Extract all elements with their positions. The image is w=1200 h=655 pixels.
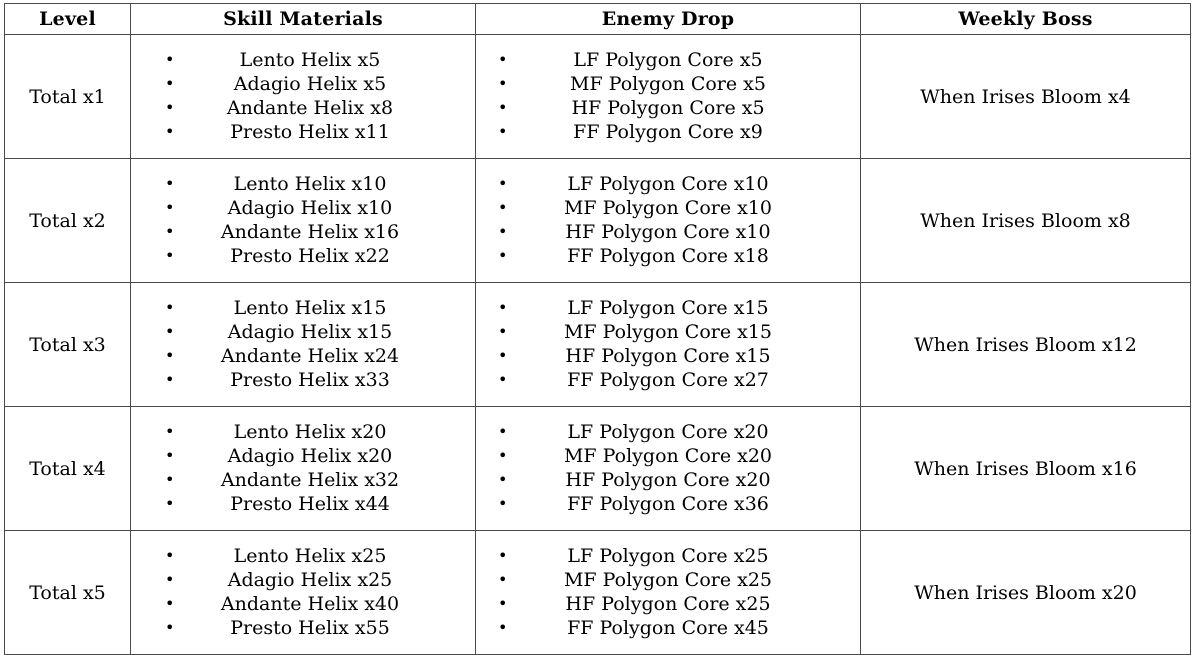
list-item-label: Presto Helix x22 — [230, 245, 390, 267]
list-item — [476, 420, 860, 444]
list-item-label: Lento Helix x10 — [233, 173, 387, 195]
bullet-icon: • — [498, 74, 508, 93]
list-item — [131, 320, 475, 344]
list-item — [476, 72, 860, 96]
list-item-label: MF Polygon Core x25 — [563, 569, 773, 591]
bullet-icon: • — [498, 422, 508, 441]
table-row — [5, 531, 1191, 655]
list-item-label: LF Polygon Core x10 — [567, 173, 769, 195]
list-item-label: Lento Helix x25 — [233, 545, 387, 567]
table-header-row — [5, 4, 1191, 35]
list-item-label: Adagio Helix x20 — [227, 445, 393, 467]
bullet-icon: • — [165, 494, 175, 513]
bullet-icon: • — [498, 298, 508, 317]
list-item — [476, 492, 860, 516]
bullet-icon: • — [165, 570, 175, 589]
bullet-icon: • — [165, 470, 175, 489]
enemy-drop-list — [476, 420, 860, 516]
list-item-label: MF Polygon Core x15 — [563, 321, 773, 343]
bullet-icon: • — [165, 618, 175, 637]
bullet-icon: • — [498, 494, 508, 513]
bullet-icon: • — [165, 50, 175, 69]
column-header-level: Level — [5, 4, 131, 35]
list-item — [476, 196, 860, 220]
list-item — [476, 320, 860, 344]
weekly-boss-value: When Irises Bloom x20 — [861, 531, 1191, 655]
bullet-icon: • — [165, 74, 175, 93]
list-item-label: HF Polygon Core x5 — [571, 97, 765, 119]
list-item — [131, 368, 475, 392]
list-item — [476, 616, 860, 640]
skill-materials-cell — [131, 531, 476, 655]
bullet-icon: • — [165, 346, 175, 365]
level-value: Total x5 — [5, 531, 131, 655]
bullet-icon: • — [498, 98, 508, 117]
list-item — [131, 96, 475, 120]
list-item-label: LF Polygon Core x5 — [573, 49, 763, 71]
bullet-icon: • — [165, 198, 175, 217]
bullet-icon: • — [498, 470, 508, 489]
list-item — [131, 592, 475, 616]
list-item — [131, 172, 475, 196]
list-item-label: Lento Helix x5 — [239, 49, 381, 71]
bullet-icon: • — [165, 246, 175, 265]
weekly-boss-value: When Irises Bloom x8 — [861, 159, 1191, 283]
list-item — [131, 544, 475, 568]
list-item — [476, 368, 860, 392]
table-row — [5, 35, 1191, 159]
list-item — [476, 568, 860, 592]
list-item-label: FF Polygon Core x45 — [567, 617, 769, 639]
list-item-label: Andante Helix x16 — [220, 221, 400, 243]
table-body — [5, 35, 1191, 655]
list-item — [131, 48, 475, 72]
bullet-icon: • — [165, 370, 175, 389]
column-header-enemy-drop: Enemy Drop — [476, 4, 861, 35]
bullet-icon: • — [498, 370, 508, 389]
list-item-label: Adagio Helix x25 — [227, 569, 393, 591]
list-item — [476, 244, 860, 268]
list-item-label: FF Polygon Core x36 — [567, 493, 769, 515]
list-item — [476, 172, 860, 196]
bullet-icon: • — [498, 322, 508, 341]
level-value: Total x1 — [5, 35, 131, 159]
list-item-label: HF Polygon Core x10 — [565, 221, 771, 243]
enemy-drop-cell — [476, 283, 861, 407]
level-value: Total x3 — [5, 283, 131, 407]
materials-table-container — [0, 3, 1200, 655]
table-row — [5, 283, 1191, 407]
bullet-icon: • — [498, 174, 508, 193]
table-row — [5, 159, 1191, 283]
bullet-icon: • — [498, 346, 508, 365]
bullet-icon: • — [498, 446, 508, 465]
bullet-icon: • — [165, 298, 175, 317]
bullet-icon: • — [498, 570, 508, 589]
list-item — [131, 344, 475, 368]
list-item-label: HF Polygon Core x20 — [565, 469, 771, 491]
list-item-label: Adagio Helix x15 — [227, 321, 393, 343]
bullet-icon: • — [498, 222, 508, 241]
table-row — [5, 407, 1191, 531]
bullet-icon: • — [498, 50, 508, 69]
bullet-icon: • — [165, 446, 175, 465]
level-value: Total x4 — [5, 407, 131, 531]
enemy-drop-list — [476, 544, 860, 640]
list-item-label: Lento Helix x20 — [233, 421, 387, 443]
list-item-label: Presto Helix x33 — [230, 369, 390, 391]
list-item — [131, 72, 475, 96]
list-item-label: Lento Helix x15 — [233, 297, 387, 319]
list-item — [476, 544, 860, 568]
list-item-label: Presto Helix x55 — [230, 617, 390, 639]
bullet-icon: • — [165, 594, 175, 613]
list-item — [131, 420, 475, 444]
list-item — [476, 444, 860, 468]
list-item — [476, 468, 860, 492]
skill-materials-cell — [131, 159, 476, 283]
list-item — [131, 468, 475, 492]
enemy-drop-cell — [476, 531, 861, 655]
list-item — [131, 492, 475, 516]
bullet-icon: • — [165, 422, 175, 441]
list-item — [476, 344, 860, 368]
bullet-icon: • — [165, 546, 175, 565]
list-item-label: FF Polygon Core x9 — [573, 121, 763, 143]
list-item — [131, 120, 475, 144]
list-item-label: Adagio Helix x5 — [233, 73, 387, 95]
weekly-boss-value: When Irises Bloom x12 — [861, 283, 1191, 407]
list-item-label: HF Polygon Core x25 — [565, 593, 771, 615]
bullet-icon: • — [498, 122, 508, 141]
list-item-label: LF Polygon Core x15 — [567, 297, 769, 319]
list-item-label: FF Polygon Core x27 — [567, 369, 769, 391]
weekly-boss-value: When Irises Bloom x16 — [861, 407, 1191, 531]
list-item — [131, 296, 475, 320]
list-item — [131, 444, 475, 468]
table-header — [5, 4, 1191, 35]
enemy-drop-list — [476, 172, 860, 268]
enemy-drop-cell — [476, 35, 861, 159]
skill-materials-cell — [131, 283, 476, 407]
enemy-drop-cell — [476, 159, 861, 283]
list-item — [131, 568, 475, 592]
list-item-label: MF Polygon Core x20 — [563, 445, 773, 467]
bullet-icon: • — [498, 594, 508, 613]
list-item-label: Presto Helix x44 — [230, 493, 390, 515]
list-item-label: HF Polygon Core x15 — [565, 345, 771, 367]
bullet-icon: • — [165, 122, 175, 141]
list-item — [131, 196, 475, 220]
bullet-icon: • — [498, 546, 508, 565]
list-item-label: Presto Helix x11 — [230, 121, 390, 143]
skill-materials-list — [131, 296, 475, 392]
skill-materials-list — [131, 48, 475, 144]
list-item — [131, 244, 475, 268]
skill-materials-cell — [131, 407, 476, 531]
skill-materials-list — [131, 544, 475, 640]
list-item-label: Andante Helix x24 — [220, 345, 400, 367]
bullet-icon: • — [165, 322, 175, 341]
bullet-icon: • — [165, 98, 175, 117]
list-item — [131, 616, 475, 640]
bullet-icon: • — [165, 174, 175, 193]
column-header-skill-materials: Skill Materials — [131, 4, 476, 35]
level-value: Total x2 — [5, 159, 131, 283]
list-item — [131, 220, 475, 244]
enemy-drop-list — [476, 296, 860, 392]
enemy-drop-cell — [476, 407, 861, 531]
skill-materials-cell — [131, 35, 476, 159]
skill-materials-list — [131, 420, 475, 516]
list-item — [476, 296, 860, 320]
bullet-icon: • — [498, 618, 508, 637]
list-item-label: MF Polygon Core x5 — [570, 73, 766, 95]
list-item — [476, 48, 860, 72]
list-item-label: Andante Helix x40 — [220, 593, 400, 615]
weekly-boss-value: When Irises Bloom x4 — [861, 35, 1191, 159]
skill-materials-list — [131, 172, 475, 268]
bullet-icon: • — [498, 198, 508, 217]
ascension-materials-table — [4, 3, 1191, 655]
enemy-drop-list — [476, 48, 860, 144]
list-item-label: LF Polygon Core x20 — [567, 421, 769, 443]
list-item-label: Adagio Helix x10 — [227, 197, 393, 219]
list-item-label: Andante Helix x8 — [226, 97, 394, 119]
list-item-label: Andante Helix x32 — [220, 469, 400, 491]
list-item-label: FF Polygon Core x18 — [567, 245, 769, 267]
column-header-weekly-boss: Weekly Boss — [861, 4, 1191, 35]
list-item-label: LF Polygon Core x25 — [567, 545, 769, 567]
bullet-icon: • — [498, 246, 508, 265]
list-item — [476, 120, 860, 144]
list-item — [476, 96, 860, 120]
list-item — [476, 592, 860, 616]
list-item-label: MF Polygon Core x10 — [563, 197, 773, 219]
list-item — [476, 220, 860, 244]
bullet-icon: • — [165, 222, 175, 241]
